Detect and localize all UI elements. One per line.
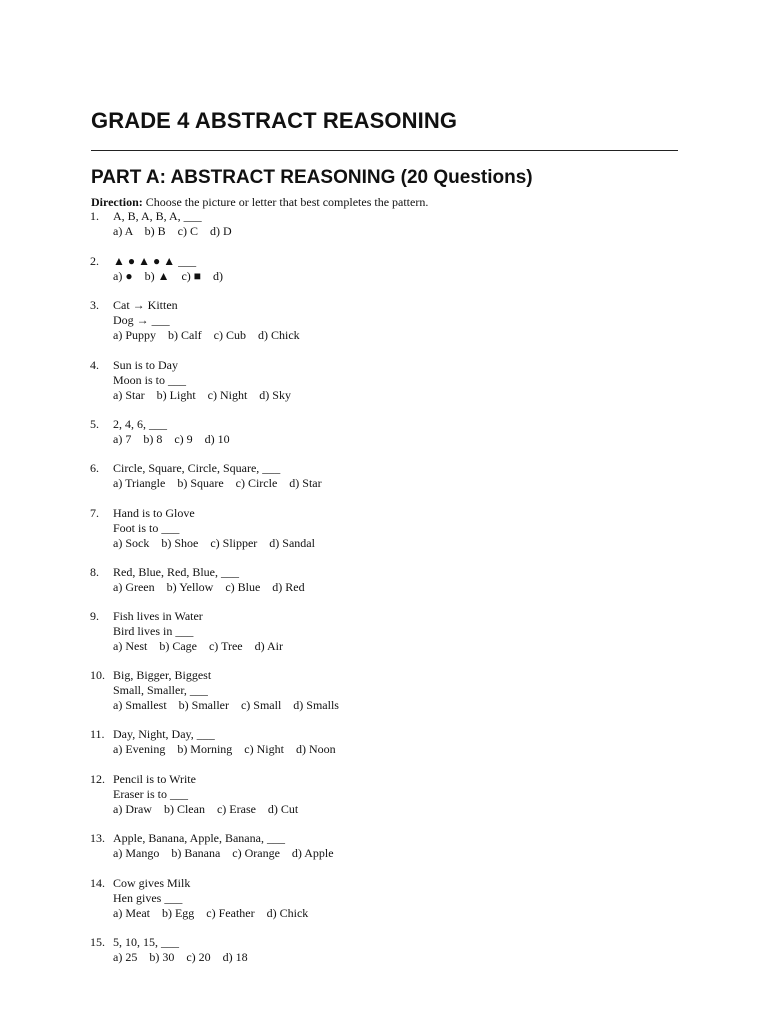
answer-choices: a) ● b) ▲ c) ■ d) [113, 269, 224, 283]
answer-choices: a) Green b) Yellow c) Blue d) Red [113, 580, 305, 594]
section-heading: PART A: ABSTRACT REASONING (20 Questions) [91, 167, 533, 188]
question-number: 10. [90, 668, 105, 682]
question-number: 7. [90, 506, 99, 520]
question-text: 5, 10, 15, ___ [113, 935, 179, 949]
answer-choices: a) 7 b) 8 c) 9 d) 10 [113, 432, 230, 446]
question-number: 2. [90, 254, 99, 268]
question-text: Hen gives ___ [113, 891, 183, 905]
question-number: 14. [90, 876, 105, 890]
answer-choices: a) Puppy b) Calf c) Cub d) Chick [113, 328, 300, 342]
title-divider [91, 150, 678, 151]
direction-label: Direction: [91, 195, 143, 209]
direction-text [91, 195, 428, 210]
question-number: 1. [90, 209, 99, 223]
answer-choices: a) 25 b) 30 c) 20 d) 18 [113, 950, 248, 964]
question-text: Cow gives Milk [113, 876, 191, 890]
question-text: Dog → ___ [113, 313, 170, 327]
question-number: 8. [90, 565, 99, 579]
question-text: Pencil is to Write [113, 772, 196, 786]
question-number: 6. [90, 461, 99, 475]
question-text: ▲ ● ▲ ● ▲ ___ [113, 254, 197, 268]
answer-choices: a) A b) B c) C d) D [113, 224, 232, 238]
question-number: 15. [90, 935, 105, 949]
answer-choices: a) Draw b) Clean c) Erase d) Cut [113, 802, 299, 816]
answer-choices: a) Triangle b) Square c) Circle d) Star [113, 476, 322, 490]
question-number: 13. [90, 831, 105, 845]
question-number: 4. [90, 358, 99, 372]
question-text: Fish lives in Water [113, 609, 203, 623]
question-text: Bird lives in ___ [113, 624, 194, 638]
question-number: 11. [90, 727, 105, 741]
question-text: A, B, A, B, A, ___ [113, 209, 202, 223]
question-text: Small, Smaller, ___ [113, 683, 208, 697]
question-text: Sun is to Day [113, 358, 179, 372]
question-text: Moon is to ___ [113, 373, 187, 387]
page-title: GRADE 4 ABSTRACT REASONING [91, 108, 458, 133]
question-text: Apple, Banana, Apple, Banana, ___ [113, 831, 285, 845]
question-text: Circle, Square, Circle, Square, ___ [113, 461, 281, 475]
question-text: Foot is to ___ [113, 521, 180, 535]
question-text: 2, 4, 6, ___ [113, 417, 167, 431]
question-text: Cat → Kitten [113, 298, 178, 312]
question-text: Hand is to Glove [113, 506, 195, 520]
answer-choices: a) Meat b) Egg c) Feather d) Chick [113, 906, 309, 920]
answer-choices: a) Nest b) Cage c) Tree d) Air [113, 639, 283, 653]
question-text: Big, Bigger, Biggest [113, 668, 212, 682]
answer-choices: a) Mango b) Banana c) Orange d) Apple [113, 846, 334, 860]
answer-choices: a) Sock b) Shoe c) Slipper d) Sandal [113, 536, 315, 550]
answer-choices: a) Star b) Light c) Night d) Sky [113, 388, 291, 402]
answer-choices: a) Evening b) Morning c) Night d) Noon [113, 742, 336, 756]
question-number: 12. [90, 772, 105, 786]
question-text: Eraser is to ___ [113, 787, 188, 801]
question-text: Red, Blue, Red, Blue, ___ [113, 565, 239, 579]
direction-body: Choose the picture or letter that best completes the pattern. [142, 195, 429, 209]
question-number: 9. [90, 609, 99, 623]
question-number: 5. [90, 417, 99, 431]
answer-choices: a) Smallest b) Smaller c) Small d) Smalls [113, 698, 339, 712]
question-text: Day, Night, Day, ___ [113, 727, 215, 741]
question-number: 3. [90, 298, 99, 312]
